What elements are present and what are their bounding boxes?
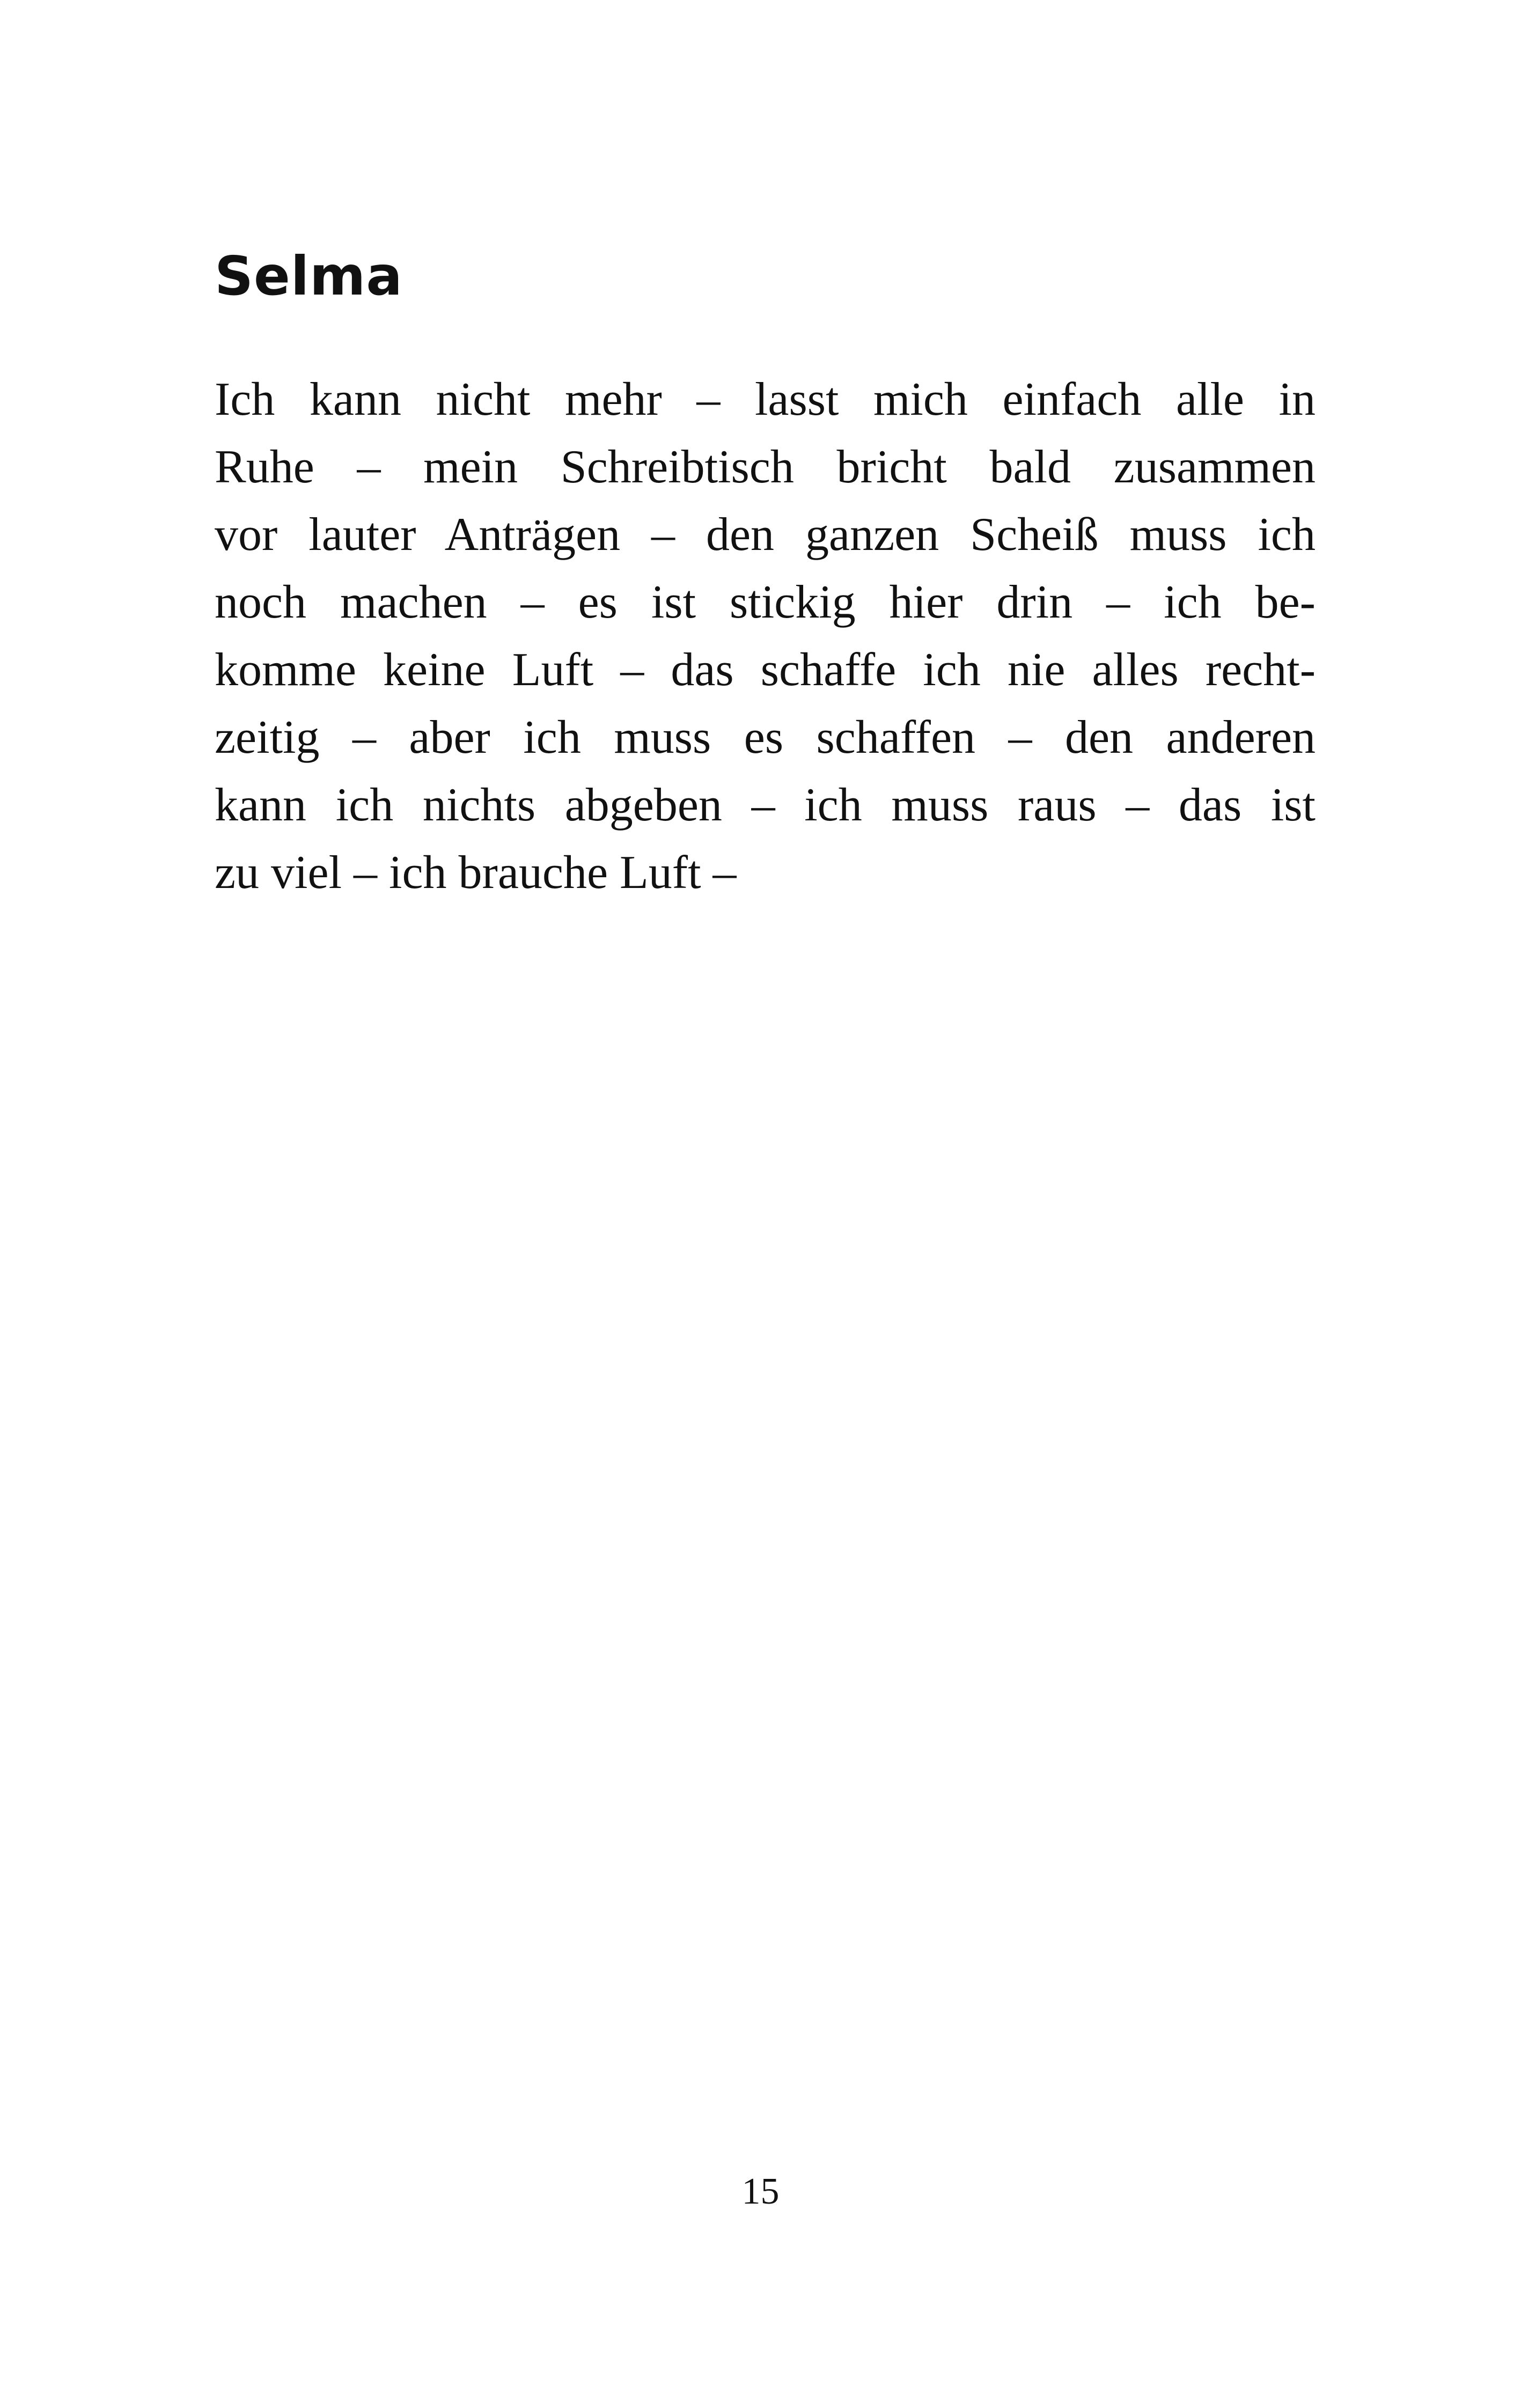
section-heading: Selma bbox=[215, 245, 403, 307]
paragraph-line: zu viel – ich brauche Luft – bbox=[215, 847, 737, 899]
paragraph-line: noch machen – es ist stickig hier drin – ich be- bbox=[215, 576, 1316, 628]
paragraph-line: vor lauter Anträgen – den ganzen Scheiß muss ich bbox=[215, 509, 1316, 561]
page-number: 15 bbox=[741, 2171, 780, 2212]
paragraph-line: komme keine Luft – das schaffe ich nie alles recht- bbox=[215, 644, 1316, 696]
paragraph-line: Ruhe – mein Schreibtisch bricht bald zusammen bbox=[215, 441, 1316, 493]
paragraph-line: kann ich nichts abgeben – ich muss raus – das ist bbox=[215, 779, 1316, 831]
body-paragraph bbox=[215, 366, 1316, 907]
paragraph-line: Ich kann nicht mehr – lasst mich einfach alle in bbox=[215, 373, 1316, 425]
paragraph-line: zeitig – aber ich muss es schaffen – den anderen bbox=[215, 711, 1316, 763]
